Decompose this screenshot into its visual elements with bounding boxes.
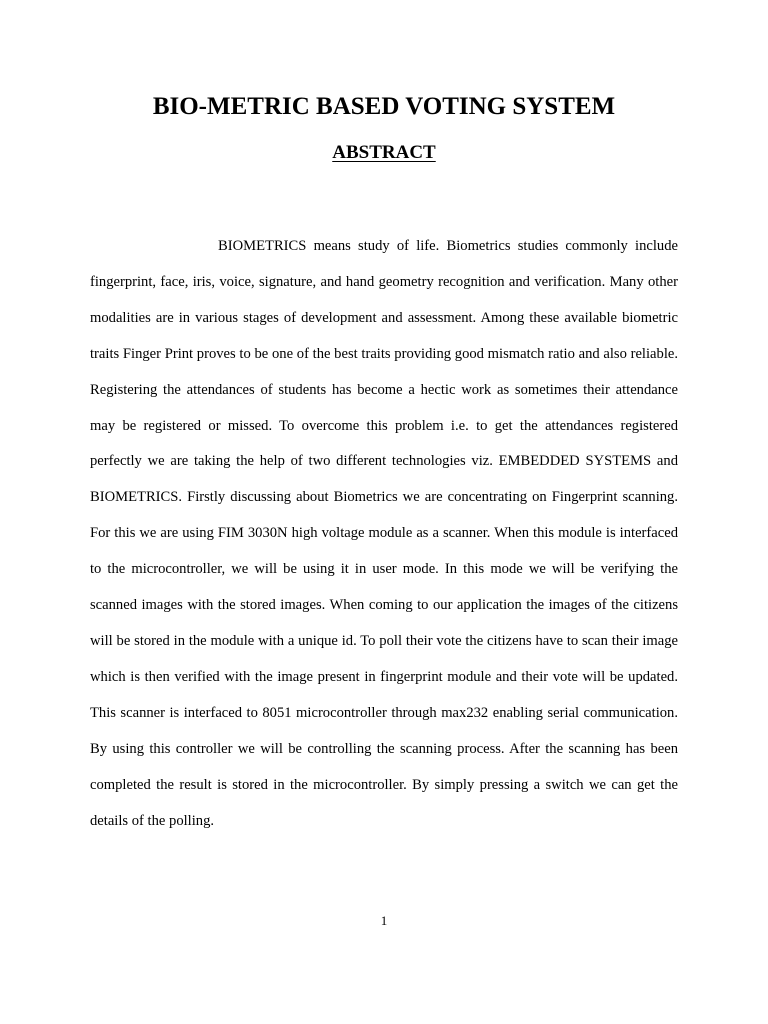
- document-title: BIO-METRIC BASED VOTING SYSTEM: [152, 93, 616, 120]
- page-number: 1: [380, 913, 388, 928]
- abstract-heading: ABSTRACT: [332, 142, 436, 163]
- abstract-paragraph: BIOMETRICS means study of life. Biometrics studies commonly include fingerprint, face, iris, voice, signature, and hand geometry recognition and verification. Many other modalities are in various stages of development and assessment. Among these available biometric traits Finger Print proves to be one of the best traits providing good mismatch ratio and also reliable. Registering the attendances of students has become a hectic work as sometimes their attendance may be registered or missed. To overcome this problem i.e. to get the attendances registered perfectly we are taking the help of two different technologies viz. EMBEDDED SYSTEMS and BIOMETRICS. Firstly discussing about Biometrics we are concentrating on Fingerprint scanning. For this we are using FIM 3030N high voltage module as a scanner. When this module is interfaced to the microcontroller, we will be using it in user mode. In this mode we will be verifying the scanned images with the stored images. When coming to our application the images of the citizens will be stored in the module with a unique id. To poll their vote the citizens have to scan their image which is then verified with the image present in fingerprint module and their vote will be updated. This scanner is interfaced to 8051 microcontroller through max232 enabling serial communication. By using this controller we will be controlling the scanning process. After the scanning has been completed the result is stored in the microcontroller. By simply pressing a switch we can get the details of the polling.: [90, 238, 678, 829]
